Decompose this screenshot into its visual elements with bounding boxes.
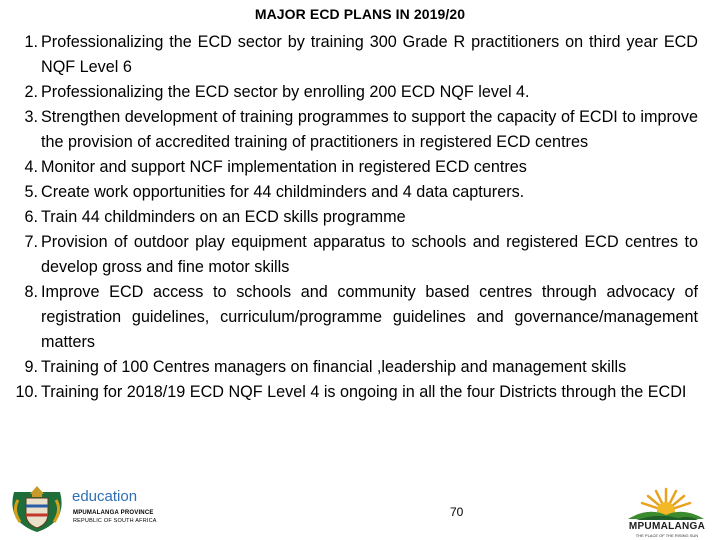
list-item [10, 355, 698, 380]
item-number: 6. [24, 208, 38, 226]
rising-sun-icon [618, 485, 714, 523]
coat-of-arms-icon [8, 482, 66, 534]
item-text: Strengthen development of training programmes to support the capacity of ECDI to improve the provision of accredited training of practitioners in registered ECD centres [41, 108, 698, 151]
province-label: MPUMALANGA PROVINCE [73, 510, 154, 516]
item-number: 10. [15, 383, 38, 401]
item-number: 9. [24, 358, 38, 376]
item-number: 5. [24, 183, 38, 201]
item-text: Improve ECD access to schools and community based centres through advocacy of registration guidelines, curriculum/programme guidelines and governance/management matters [41, 283, 698, 351]
plans-list [10, 30, 698, 405]
item-text: Create work opportunities for 44 childminders and 4 data capturers. [41, 183, 525, 201]
item-number: 7. [24, 233, 38, 251]
education-wordmark: education [72, 488, 138, 505]
item-number: 1. [24, 33, 38, 51]
list-item [10, 180, 698, 205]
item-text: Train 44 childminders on an ECD skills programme [41, 208, 406, 226]
item-number: 3. [24, 108, 38, 126]
item-text: Training of 100 Centres managers on financial ,leadership and management skills [41, 358, 627, 376]
item-text: Professionalizing the ECD sector by enrolling 200 ECD NQF level 4. [41, 83, 530, 101]
item-number: 4. [24, 158, 38, 176]
item-text: Training for 2018/19 ECD NQF Level 4 is ongoing in all the four Districts through the ECDI [41, 383, 687, 401]
list-item [10, 380, 698, 405]
list-item [10, 105, 698, 155]
page-number: 70 [450, 505, 464, 519]
mpumalanga-logo [618, 485, 714, 537]
item-text: Professionalizing the ECD sector by training 300 Grade R practitioners on third year ECD NQF Level 6 [41, 33, 698, 76]
mpumalanga-slogan: THE PLACE OF THE RISING SUN [635, 533, 699, 538]
education-logo [8, 482, 208, 534]
item-text: Provision of outdoor play equipment apparatus to schools and registered ECD centres to develop gross and fine motor skills [41, 233, 698, 276]
item-number: 2. [24, 83, 38, 101]
item-number: 8. [24, 283, 38, 301]
item-text: Monitor and support NCF implementation in registered ECD centres [41, 158, 527, 176]
list-item [10, 155, 698, 180]
country-label: REPUBLIC OF SOUTH AFRICA [73, 518, 157, 524]
list-item [10, 80, 698, 105]
list-item [10, 230, 698, 280]
mpumalanga-wordmark: MPUMALANGA [628, 521, 706, 532]
list-item [10, 205, 698, 230]
list-item [10, 30, 698, 80]
page-title: MAJOR ECD PLANS IN 2019/20 [254, 6, 466, 22]
list-item [10, 280, 698, 355]
